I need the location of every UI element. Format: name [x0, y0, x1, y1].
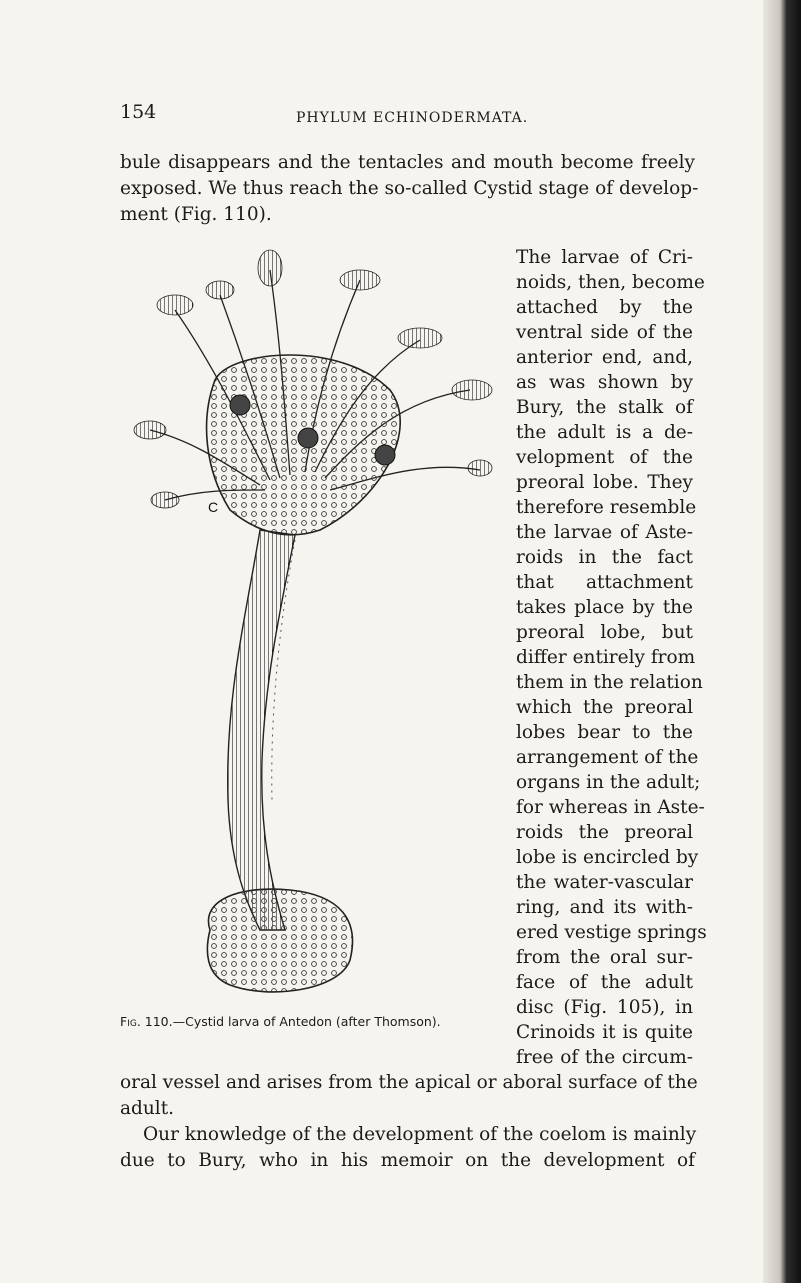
side-line: roids in the fact: [516, 547, 693, 568]
body-line: Our knowledge of the development of the coelom is mainly: [143, 1124, 697, 1145]
stalk: [228, 530, 295, 930]
body-line: ment (Fig. 110).: [120, 204, 272, 225]
side-line: lobes bear to the: [516, 722, 693, 743]
side-line: free of the circum-: [516, 1047, 693, 1068]
side-line: as was shown by: [516, 372, 693, 393]
side-line: Bury, the stalk of: [516, 397, 693, 418]
cystid-larva-drawing: [120, 240, 500, 1020]
body-line: due to Bury, who in his memoir on the development of: [120, 1150, 695, 1171]
side-line: organs in the adult;: [516, 772, 701, 793]
side-line: face of the adult: [516, 972, 693, 993]
side-line: Crinoids it is quite: [516, 1022, 693, 1043]
body-line: bule disappears and the tentacles and mouth become freely: [120, 152, 695, 173]
side-line: arrangement of the: [516, 747, 699, 768]
side-line: ring, and its with-: [516, 897, 693, 918]
figure-caption-label: Fig. 110.: [120, 1014, 173, 1029]
side-line: from the oral sur-: [516, 947, 693, 968]
side-line: noids, then, become: [516, 272, 705, 293]
side-line: disc (Fig. 105), in: [516, 997, 693, 1018]
side-line: the adult is a de-: [516, 422, 693, 443]
figure-label-c: C: [208, 499, 219, 515]
figure-cystid-larva: [120, 240, 500, 1020]
figure-caption: [120, 1014, 441, 1029]
side-line: that attachment: [516, 572, 693, 593]
side-line: differ entirely from: [516, 647, 696, 668]
side-line: preoral lobe, but: [516, 622, 693, 643]
calyx-organ: [375, 445, 395, 465]
page-binding-edge: [763, 0, 801, 1283]
side-line: preoral lobe. They: [516, 472, 693, 493]
side-line: attached by the: [516, 297, 693, 318]
side-line: The larvae of Cri-: [516, 247, 693, 268]
page-number: 154: [120, 101, 157, 123]
side-line: ventral side of the: [516, 322, 693, 343]
side-line: which the preoral: [516, 697, 693, 718]
side-line: ered vestige springs: [516, 922, 707, 943]
side-line: takes place by the: [516, 597, 693, 618]
side-line: anterior end, and,: [516, 347, 693, 368]
side-line: roids the preoral: [516, 822, 693, 843]
side-line: the water-vascular: [516, 872, 693, 893]
running-head: PHYLUM ECHINODERMATA.: [296, 110, 529, 126]
side-line: therefore resemble: [516, 497, 697, 518]
calyx-organ: [298, 428, 318, 448]
side-line: them in the relation: [516, 672, 703, 693]
side-line: for whereas in Aste-: [516, 797, 705, 818]
body-line: adult.: [120, 1098, 175, 1119]
figure-caption-text: —Cystid larva of Antedon (after Thomson).: [172, 1014, 441, 1029]
calyx-organ: [230, 395, 250, 415]
side-line: lobe is encircled by: [516, 847, 699, 868]
body-line: oral vessel and arises from the apical or aboral surface of the: [120, 1072, 698, 1093]
attachment-disc: [207, 889, 352, 992]
body-line: exposed. We thus reach the so-called Cystid stage of develop-: [120, 178, 699, 199]
side-line: the larvae of Aste-: [516, 522, 693, 543]
side-line: velopment of the: [516, 447, 693, 468]
